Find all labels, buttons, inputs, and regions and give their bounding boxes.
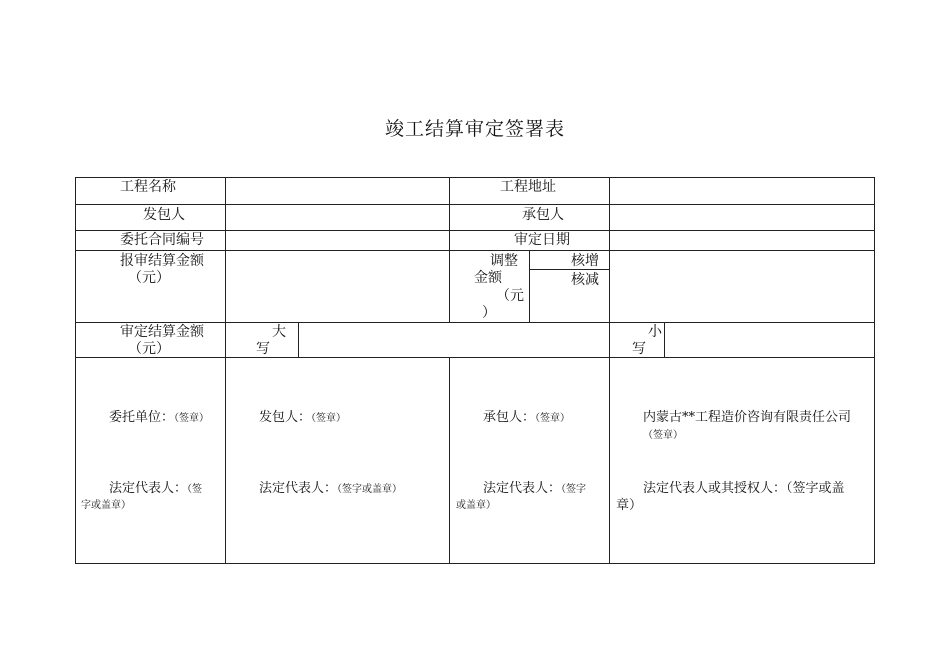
- decrease-label: 核减: [571, 272, 599, 288]
- row-divider: [75, 250, 875, 251]
- contractor-label: 承包人: [522, 207, 564, 223]
- table-border-left: [75, 177, 76, 564]
- employer-label: 发包人: [143, 207, 185, 223]
- project-name-label: 工程名称: [120, 179, 176, 195]
- employer-legal-rep-label: [259, 480, 402, 498]
- consultant-name: 内蒙古**工程造价咨询有限责任公司: [643, 410, 852, 425]
- employer-legal-rep-text: 法定代表人：: [259, 481, 338, 496]
- contractor-sign-note: （签章）: [535, 413, 571, 424]
- client-legal-rep-label: [109, 480, 202, 498]
- table-border-right: [874, 177, 875, 564]
- table-border-top: [75, 177, 875, 178]
- client-unit-label: [109, 409, 209, 427]
- lower-case-label: 小: [648, 324, 662, 340]
- contractor-sign-label: [483, 409, 570, 427]
- contractor-legal-rep-text: 法定代表人：: [483, 481, 562, 496]
- row-divider: [75, 230, 875, 231]
- row-divider: [75, 204, 875, 205]
- employer-sign-note: （签章）: [311, 413, 347, 424]
- submitted-amount-label: 报审结算金额: [120, 253, 204, 269]
- consultant-legal-rep-note: （签字或盖: [786, 481, 845, 496]
- column-divider: [449, 357, 450, 564]
- adjust-amount-unit: （元: [496, 288, 524, 304]
- approved-amount-unit: （元）: [128, 341, 170, 357]
- employer-sign-text: 发包人：: [259, 410, 312, 425]
- adjust-amount-unit: ）: [482, 305, 496, 321]
- client-legal-rep-note: （签: [187, 484, 203, 495]
- client-unit-note: （签章）: [174, 413, 210, 424]
- row-divider: [75, 357, 875, 358]
- contractor-sign-text: 承包人：: [483, 410, 536, 425]
- approved-amount-label: 审定结算金额: [120, 324, 204, 340]
- increase-label: 核增: [571, 253, 599, 269]
- contractor-legal-rep-note: （签字: [561, 484, 587, 495]
- adjust-amount-label: 调整: [490, 253, 518, 269]
- page-title: 竣工结算审定签署表: [384, 118, 565, 140]
- client-legal-rep-text: 法定代表人：: [109, 481, 188, 496]
- lower-case-label: 写: [632, 341, 646, 357]
- upper-case-label: 写: [256, 341, 270, 357]
- consultant-note: （签章）: [643, 430, 683, 441]
- column-divider: [225, 177, 226, 564]
- table-border-bottom: [75, 563, 875, 564]
- submitted-amount-unit: （元）: [128, 270, 170, 286]
- column-divider: [529, 250, 530, 322]
- consultant-legal-rep-text: 法定代表人或其授权人：: [643, 481, 787, 496]
- project-address-label: 工程地址: [500, 179, 556, 195]
- row-divider: [75, 322, 875, 323]
- upper-case-label: 大: [272, 324, 286, 340]
- adjust-amount-label: 金额: [474, 270, 502, 286]
- contractor-legal-rep-label: [483, 480, 586, 498]
- column-divider: [449, 177, 450, 322]
- contract-no-label: 委托合同编号: [120, 232, 204, 248]
- employer-legal-rep-note: （签字或盖章）: [337, 484, 403, 495]
- column-divider: [298, 322, 299, 357]
- contractor-legal-rep-note: 或盖章）: [456, 500, 496, 511]
- client-legal-rep-note: 字或盖章）: [81, 500, 131, 511]
- consultant-legal-rep-note: 章）: [616, 498, 643, 513]
- column-divider: [664, 322, 665, 357]
- review-date-label: 审定日期: [514, 232, 570, 248]
- client-unit-text: 委托单位：: [109, 410, 175, 425]
- column-divider: [609, 177, 610, 564]
- employer-sign-label: [259, 409, 346, 427]
- consultant-legal-rep-label: [643, 480, 845, 497]
